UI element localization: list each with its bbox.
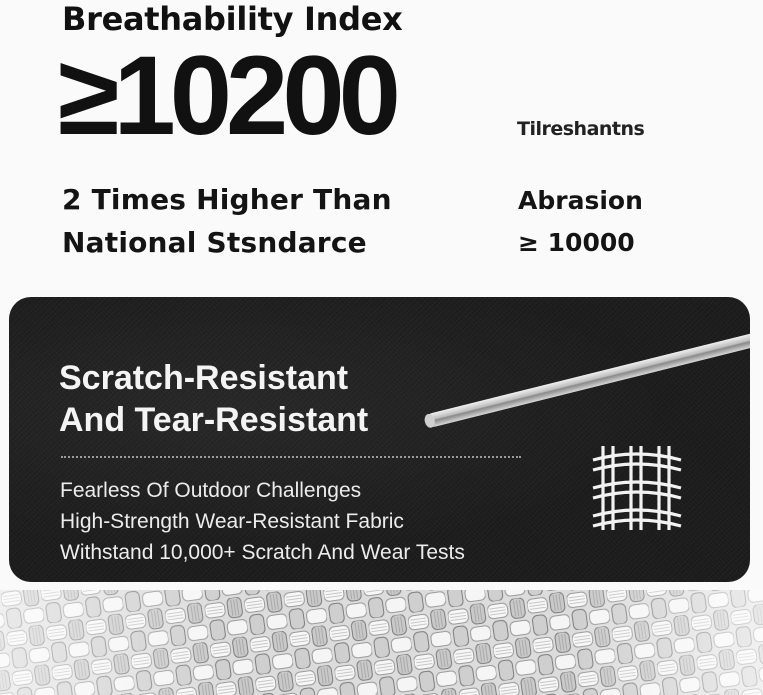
abrasion-value: ≥ 10000	[518, 228, 635, 257]
breathability-sublabel: Tilreshantns	[517, 118, 645, 140]
scratch-resistance-panel	[9, 297, 750, 582]
dotted-divider	[61, 456, 521, 458]
standard-comparison	[62, 178, 392, 264]
abrasion-block	[518, 180, 643, 264]
woven-fabric-photo	[0, 590, 763, 695]
comparison-line-1: 2 Times Higher Than	[62, 183, 392, 216]
comparison-line-2: National Stsndarce	[62, 226, 367, 259]
breathability-title: Breathability Index	[62, 0, 403, 38]
feature-item: High-Strength Wear-Resistant Fabric	[60, 510, 404, 533]
headline-line-2: And Tear-Resistant	[59, 401, 369, 439]
breathability-value: ≥10200	[58, 33, 395, 158]
woven-fabric-icon	[589, 442, 685, 534]
headline-line-1: Scratch-Resistant	[59, 359, 349, 397]
feature-list	[60, 475, 465, 568]
feature-item: Withstand 10,000+ Scratch And Wear Tests	[60, 541, 465, 564]
abrasion-label: Abrasion	[518, 186, 643, 215]
feature-item: Fearless Of Outdoor Challenges	[60, 479, 362, 502]
panel-headline	[59, 357, 368, 441]
